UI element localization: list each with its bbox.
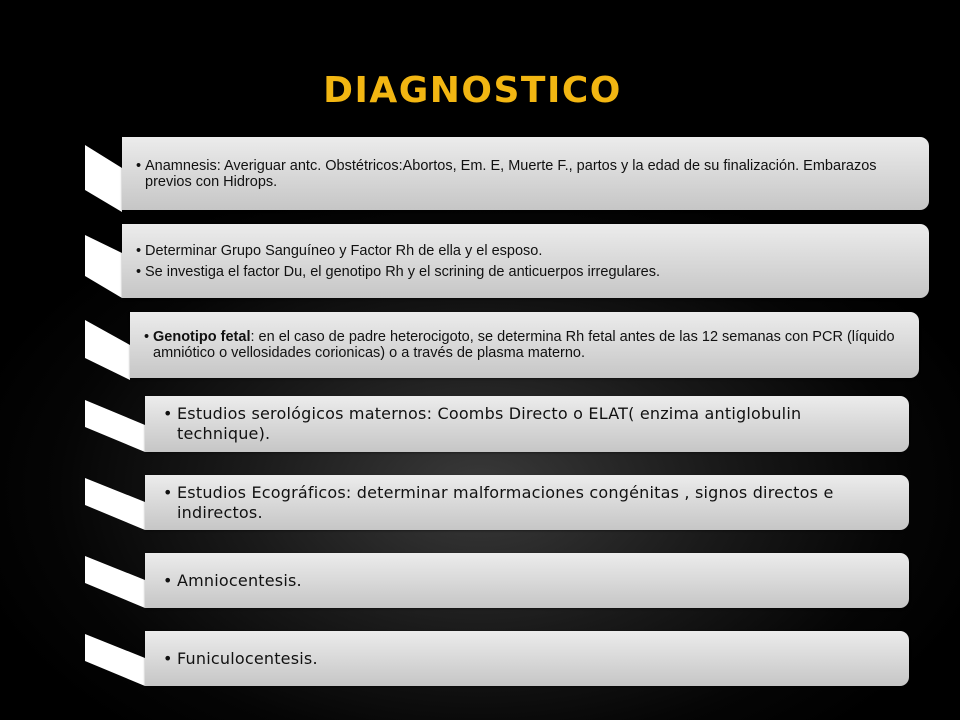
step-7-bullet-1: • Funiculocentesis. [163,648,318,668]
step-1-box [122,137,929,210]
chevron-3 [85,320,130,380]
bullet-dot: • [163,482,173,502]
step-2-bullet-1: • Determinar Grupo Sanguíneo y Factor Rh de ella y el esposo. [136,242,543,259]
page-title: DIAGNOSTICO [323,70,622,111]
step-2-bullet-2: • Se investiga el factor Du, el genotipo Rh y el scrining de anticuerpos irregulares. [136,263,661,280]
chevron-4 [85,400,145,452]
bullet-dot: • [144,329,150,345]
chevron-5 [85,478,145,530]
bullet-dot: • [163,648,173,668]
bullet-dot: • [136,263,142,280]
step-6-box [145,553,909,608]
bullet-dot: • [136,242,142,259]
step-3-box [130,312,919,378]
chevron-7 [85,634,145,686]
step-4-box [145,396,909,452]
step-3-bullet-1: • Genotipo fetal: en el caso de padre heterocigoto, se determina Rh fetal antes de las 12 semanas con PCR (líquido amniótico o vellosidades corionicas) o a través de plasma materno. [144,329,895,361]
step-6-bullet-1: • Amniocentesis. [163,570,302,590]
bullet-strong: Genotipo fetal [153,329,251,345]
bullet-dot: • [136,157,142,174]
step-5-bullet-1: • Estudios Ecográficos: determinar malformaciones congénitas , signos directos e indirectos. [163,482,834,522]
bullet-dot: • [163,404,173,423]
step-2-box [122,224,929,298]
step-4-bullet-1: • Estudios serológicos maternos: Coombs Directo o ELAT( enzima antiglobulin technique). [163,404,802,443]
step-7-box [145,631,909,686]
chevron-1 [85,145,122,212]
bullet-dot: • [163,570,173,590]
step-5-box [145,475,909,530]
chevron-2 [85,235,122,298]
chevron-6 [85,556,145,608]
step-1-bullet-1: • Anamnesis: Averiguar antc. Obstétricos:Abortos, Em. E, Muerte F., partos y la edad de su finalización. Embarazos previos con Hidrops. [136,157,877,190]
